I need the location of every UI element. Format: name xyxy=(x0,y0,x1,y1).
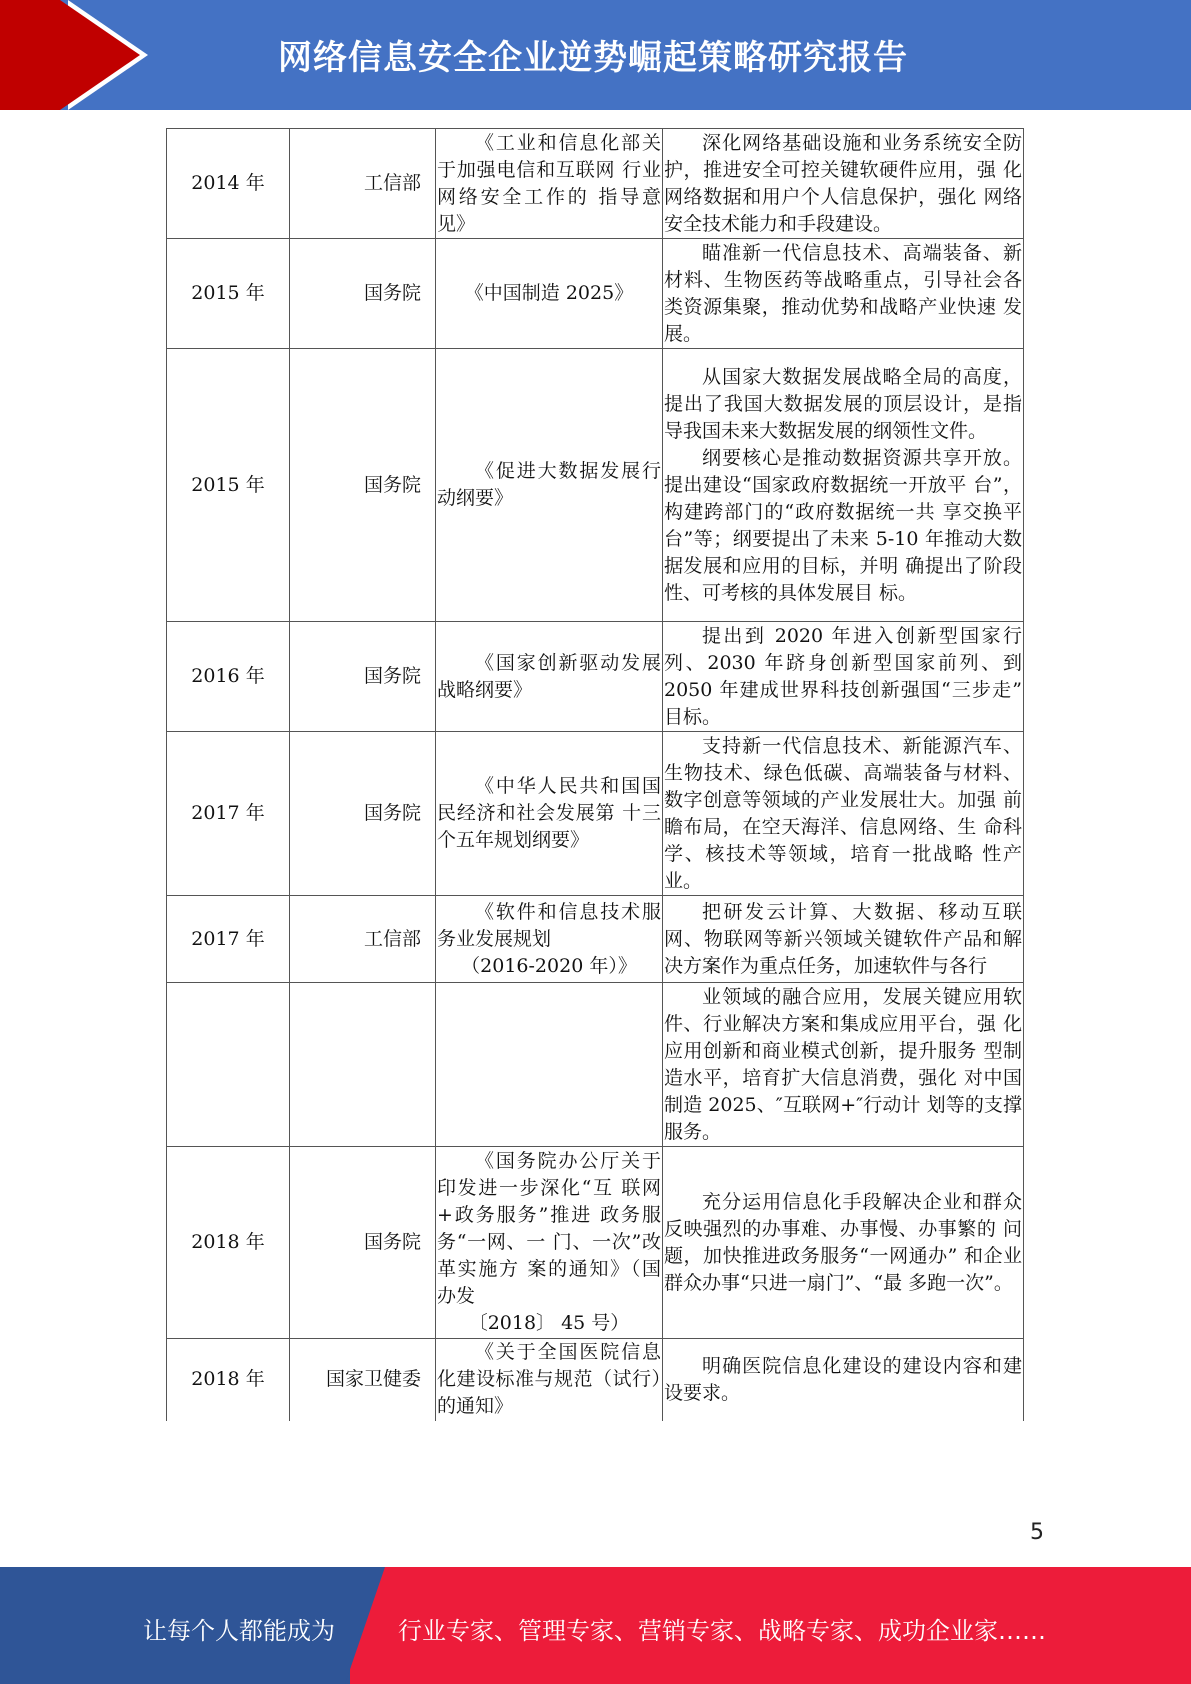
year-cell xyxy=(167,983,290,1147)
table-row xyxy=(167,622,1024,732)
footer-slogan-right: 行业专家、管理专家、营销专家、战略专家、成功企业家…… xyxy=(398,1617,1046,1645)
document-cell xyxy=(436,896,663,983)
org-cell: 国家卫健委 xyxy=(290,1339,436,1421)
table-row xyxy=(167,1147,1024,1339)
policy-table xyxy=(166,128,1024,1421)
org-cell: 国务院 xyxy=(290,732,436,896)
document-cell: 《关于全国医院信息化建设标准与规范（试行）的通知》 xyxy=(436,1339,663,1421)
table-row xyxy=(167,349,1024,622)
table-row xyxy=(167,732,1024,896)
document-cell: 《中国制造 2025》 xyxy=(436,239,663,349)
year-cell: 2018 年 xyxy=(167,1147,290,1339)
document-title-line: 〔2018〕 45 号） xyxy=(468,1312,630,1334)
content-paragraph: 从国家大数据发展战略全局的高度，提出了我国大数据发展的顶层设计，是指 导我国未来大数据发展的纲领性文件。 xyxy=(664,365,1022,442)
page-header xyxy=(0,0,1191,110)
table-row xyxy=(167,1339,1024,1421)
document-title-line: 《国务院办公厅关于印发进一步深化“互 联网+政务服务”推进 政务服务“一网、一 门、一次”改革实施方 案的通知》（国办发 xyxy=(437,1150,661,1307)
document-title-line: （2016-2020 年）》 xyxy=(461,954,637,977)
org-cell: 国务院 xyxy=(290,1147,436,1339)
org-cell: 工信部 xyxy=(290,129,436,239)
year-cell: 2017 年 xyxy=(167,896,290,983)
page-footer xyxy=(0,1567,1191,1684)
content-cell: 提出到 2020 年进入创新型国家行列、2030 年跻身创新型国家前列、到 2050 年建成世界科技创新强国“三步走” 目标。 xyxy=(663,622,1024,732)
year-cell: 2018 年 xyxy=(167,1339,290,1421)
content-cell: 瞄准新一代信息技术、高端装备、新材料、生物医药等战略重点，引导社会各 类资源集聚，推动优势和战略产业快速 发展。 xyxy=(663,239,1024,349)
table-row xyxy=(167,896,1024,983)
page-number: 5 xyxy=(1030,1520,1044,1545)
org-cell: 国务院 xyxy=(290,239,436,349)
org-cell: 工信部 xyxy=(290,896,436,983)
org-cell: 国务院 xyxy=(290,349,436,622)
footer-slogan-left: 让每个人都能成为 xyxy=(143,1617,335,1645)
footer-blue-slant xyxy=(345,1567,385,1684)
content-cell xyxy=(663,349,1024,622)
table-row xyxy=(167,239,1024,349)
org-cell xyxy=(290,983,436,1147)
year-cell: 2014 年 xyxy=(167,129,290,239)
document-cell xyxy=(436,983,663,1147)
document-cell: 《工业和信息化部关于加强电信和互联网 行业网络安全工作的 指导意见》 xyxy=(436,129,663,239)
document-title-line: 《软件和信息技术服务业发展规划 xyxy=(437,900,661,950)
document-cell: 《国家创新驱动发展战略纲要》 xyxy=(436,622,663,732)
org-cell: 国务院 xyxy=(290,622,436,732)
content-cell: 明确医院信息化建设的建设内容和建设要求。 xyxy=(663,1339,1024,1421)
year-cell: 2016 年 xyxy=(167,622,290,732)
content-cell: 支持新一代信息技术、新能源汽车、生物技术、绿色低碳、高端装备与材料、 数字创意等领域的产业发展壮大。加强 前瞻布局，在空天海洋、信息网络、生 命科学、核技术等领域，培育一批战略 性产业。 xyxy=(663,732,1024,896)
document-cell: 《促进大数据发展行动纲要》 xyxy=(436,349,663,622)
header-chevron-inner xyxy=(60,0,140,110)
document-cell xyxy=(436,1147,663,1339)
content-cell: 把研发云计算、大数据、移动互联网、物联网等新兴领域关键软件产品和解 决方案作为重点任务，加速软件与各行 xyxy=(663,896,1024,983)
year-cell: 2015 年 xyxy=(167,349,290,622)
document-cell: 《中华人民共和国国民经济和社会发展第 十三个五年规划纲要》 xyxy=(436,732,663,896)
table-row xyxy=(167,129,1024,239)
content-paragraph: 纲要核心是推动数据资源共享开放。提出建设“国家政府数据统一开放平 台”，构建跨部门的“政府数据统一共 享交换平台”等；纲要提出了未来 5-10 年推动大数据发展和应用的目标，并明 确提出了阶段性、可考核的具体发展目 标。 xyxy=(664,446,1022,604)
content-cell: 充分运用信息化手段解决企业和群众反映强烈的办事难、办事慢、办事繁的 问题，加快推进政务服务“一网通办” 和企业群众办事“只进一扇门”、“最 多跑一次”。 xyxy=(663,1147,1024,1339)
year-cell: 2015 年 xyxy=(167,239,290,349)
table-row xyxy=(167,983,1024,1147)
content-cell: 业领域的融合应用，发展关键应用软件、行业解决方案和集成应用平台，强 化应用创新和商业模式创新，提升服务 型制造水平，培育扩大信息消费，强化 对中国制造 2025、″互联网+″行动计 划等的支撑服务。 xyxy=(663,983,1024,1147)
header-red-block xyxy=(0,0,60,110)
content-cell: 深化网络基础设施和业务系统安全防护，推进安全可控关键软硬件应用，强 化网络数据和用户个人信息保护，强化 网络安全技术能力和手段建设。 xyxy=(663,129,1024,239)
year-cell: 2017 年 xyxy=(167,732,290,896)
report-title: 网络信息安全企业逆势崛起策略研究报告 xyxy=(278,38,908,78)
